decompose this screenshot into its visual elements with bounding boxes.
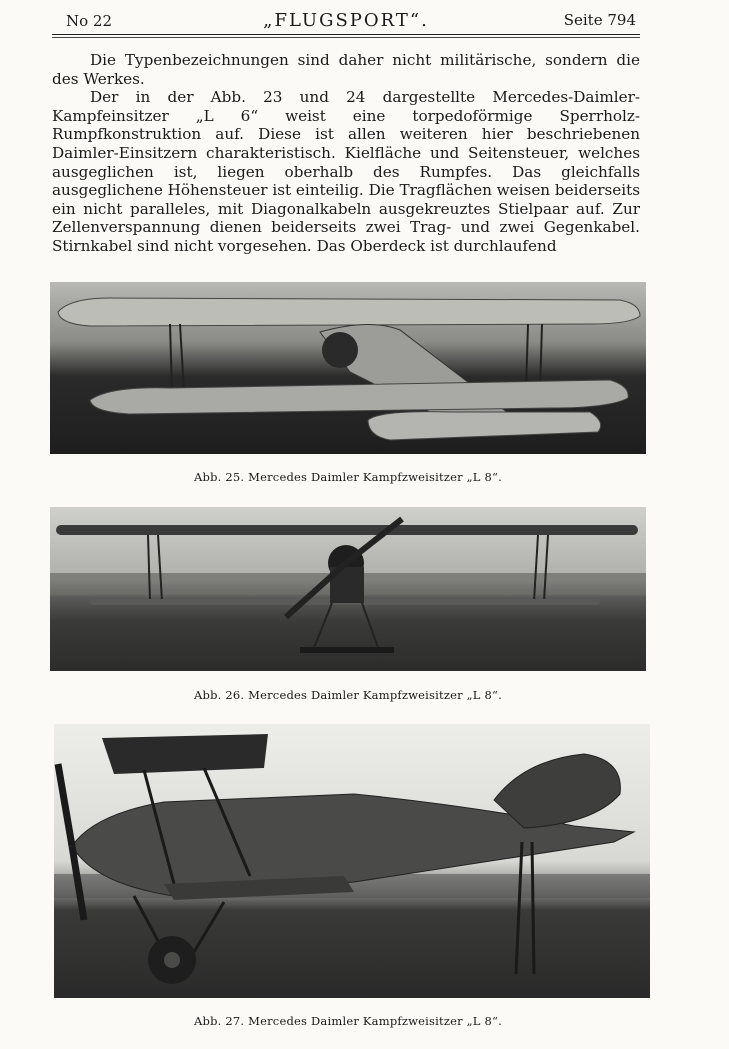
issue-number: No 22: [66, 12, 113, 30]
figure-26-caption: Abb. 26. Mercedes Daimler Kampfzweisitzer „L 8“.: [194, 688, 502, 702]
page-number: Seite 794: [563, 11, 636, 29]
figure-26-photo: [50, 507, 646, 671]
figure-27-photo: [54, 724, 650, 998]
paragraph: Die Typenbezeichnungen sind daher nicht militärische, sondern die des Werkes.: [52, 51, 640, 88]
figure-27-caption: Abb. 27. Mercedes Daimler Kampfzweisitzer „L 8“.: [194, 1014, 502, 1028]
figure-25-caption: Abb. 25. Mercedes Daimler Kampfzweisitzer „L 8“.: [194, 470, 502, 484]
paragraph: Der in der Abb. 23 und 24 dargestellte Mercedes-Daimler-Kampfeinsitzer „L 6“ weist eine torpedoförmige Sperrholz-Rumpfkonstruktion auf. Diese ist allen weiteren hier beschriebenen Daimler-Einsitzern charakteristisch. Kielfläche und Seitensteuer, welches ausgeglichen ist, liegen oberhalb des Rumpfes. Das gleichfalls ausgeglichene Höhensteuer ist einteilig. Die Tragflächen weisen beiderseits ein nicht paralleles, mit Diagonalkabeln ausgekreuztes Stielpaar auf. Zur Zellenverspannung dienen beiderseits zwei Trag- und zwei Gegenkabel. Stirnkabel sind nicht vorgesehen. Das Oberdeck ist durchlaufend: [52, 88, 640, 255]
page-header: [52, 8, 640, 35]
figure-25-photo: [50, 282, 646, 454]
journal-title: „FLUGSPORT“.: [263, 10, 429, 31]
article-text: [52, 51, 640, 256]
